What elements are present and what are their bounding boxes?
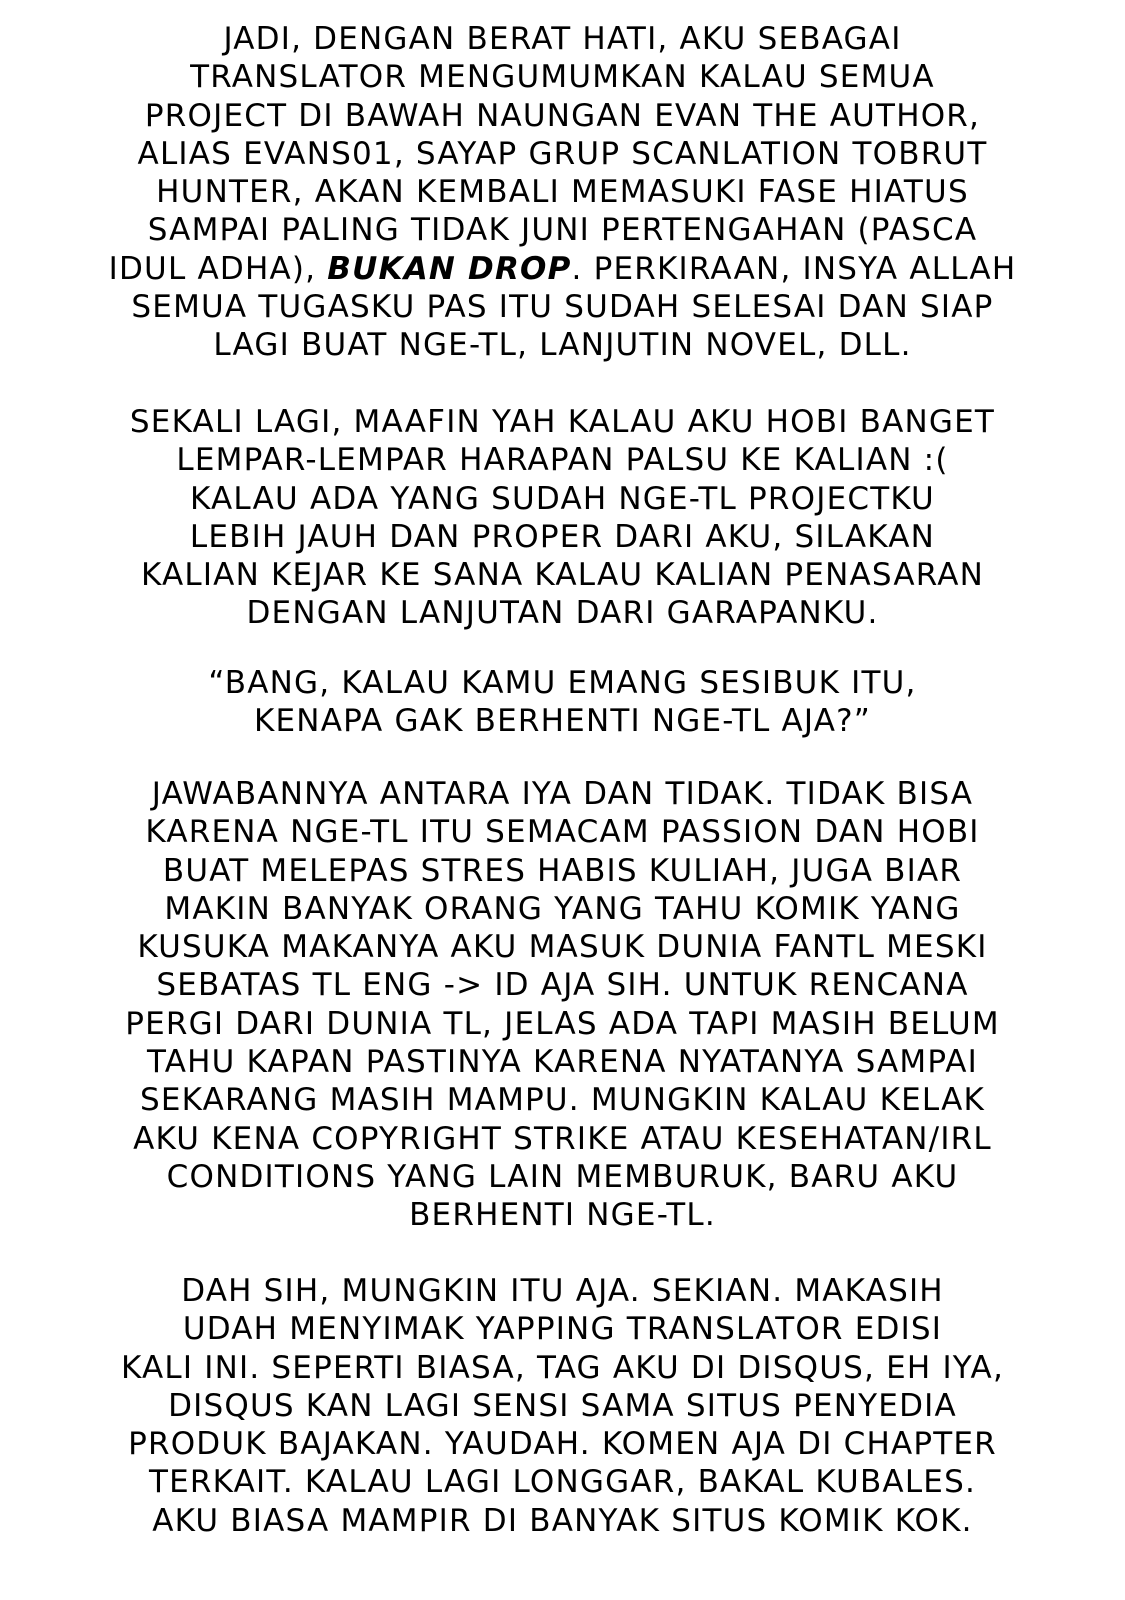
text-line: PROJECT DI BAWAH NAUNGAN EVAN THE AUTHOR,	[144, 97, 981, 134]
text-line: MAKIN BANYAK ORANG YANG TAHU KOMIK YANG	[164, 890, 961, 927]
text-line-with-emphasis	[40, 250, 1085, 288]
paragraph-answer	[40, 775, 1085, 1235]
text-line: DISQUS KAN LAGI SENSI SAMA SITUS PENYEDIA	[168, 1387, 957, 1424]
text-line: AKU BIASA MAMPIR DI BANYAK SITUS KOMIK KOK.	[152, 1502, 973, 1539]
text-line: “BANG, KALAU KAMU EMANG SESIBUK ITU,	[208, 665, 917, 701]
text-line: KALI INI. SEPERTI BIASA, TAG AKU DI DISQUS, EH IYA,	[120, 1349, 1005, 1386]
text-line: SEMUA TUGASKU PAS ITU SUDAH SELESAI DAN SIAP	[131, 289, 994, 326]
text-line: BERHENTI NGE-TL.	[409, 1197, 716, 1234]
text-fragment: IDUL ADHA),	[108, 250, 328, 287]
text-line: TRANSLATOR MENGUMUMKAN KALAU SEMUA	[190, 59, 935, 96]
text-line: KALAU ADA YANG SUDAH NGE-TL PROJECTKU	[190, 480, 935, 517]
text-line: PERGI DARI DUNIA TL, JELAS ADA TAPI MASIH BELUM	[125, 1005, 1000, 1042]
paragraph-apology	[40, 403, 1085, 633]
text-line: HUNTER, AKAN KEMBALI MEMASUKI FASE HIATUS	[156, 174, 969, 211]
text-line: SEKARANG MASIH MAMPU. MUNGKIN KALAU KELAK	[139, 1082, 986, 1119]
text-line: LAGI BUAT NGE-TL, LANJUTIN NOVEL, DLL.	[213, 327, 912, 364]
paragraph-closing	[40, 1272, 1085, 1540]
text-line: TAHU KAPAN PASTINYA KARENA NYATANYA SAMPAI	[146, 1044, 979, 1081]
text-line: SEKALI LAGI, MAAFIN YAH KALAU AKU HOBI BANGET	[129, 404, 996, 440]
text-line: JAWABANNYA ANTARA IYA DAN TIDAK. TIDAK BISA	[151, 776, 974, 812]
text-line: PRODUK BAJAKAN. YAUDAH. KOMEN AJA DI CHAPTER	[128, 1426, 997, 1463]
text-line: UDAH MENYIMAK YAPPING TRANSLATOR EDISI	[182, 1311, 943, 1348]
text-line: CONDITIONS YANG LAIN MEMBURUK, BARU AKU	[166, 1158, 959, 1195]
text-line: AKU KENA COPYRIGHT STRIKE ATAU KESEHATAN/IRL	[133, 1120, 992, 1157]
text-line: DENGAN LANJUTAN DARI GARAPANKU.	[246, 595, 879, 632]
text-line: LEMPAR-LEMPAR HARAPAN PALSU KE KALIAN :(	[176, 442, 949, 479]
text-line: KALIAN KEJAR KE SANA KALAU KALIAN PENASARAN	[140, 557, 985, 594]
text-fragment: . PERKIRAAN, INSYA ALLAH	[571, 250, 1017, 287]
text-line: ALIAS EVANS01, SAYAP GRUP SCANLATION TOBRUT	[137, 135, 988, 172]
text-line: KENAPA GAK BERHENTI NGE-TL AJA?”	[253, 703, 872, 740]
text-line: BUAT MELEPAS STRES HABIS KULIAH, JUGA BIAR	[162, 852, 963, 889]
text-line: DAH SIH, MUNGKIN ITU AJA. SEKIAN. MAKASIH	[181, 1273, 944, 1309]
text-line: TERKAIT. KALAU LAGI LONGGAR, BAKAL KUBALES.	[148, 1464, 977, 1501]
paragraph-reader-question	[40, 664, 1085, 741]
bukan-drop-emphasis: BUKAN DROP	[327, 250, 572, 287]
text-line: SAMPAI PALING TIDAK JUNI PERTENGAHAN (PASCA	[147, 212, 978, 249]
text-line: KARENA NGE-TL ITU SEMACAM PASSION DAN HOBI	[145, 814, 980, 851]
text-line: LEBIH JAUH DAN PROPER DARI AKU, SILAKAN	[189, 518, 936, 555]
text-line: KUSUKA MAKANYA AKU MASUK DUNIA FANTL MESKI	[137, 929, 988, 966]
text-line: JADI, DENGAN BERAT HATI, AKU SEBAGAI	[223, 21, 902, 57]
paragraph-hiatus-announcement	[40, 20, 1085, 365]
text-line: SEBATAS TL ENG -> ID AJA SIH. UNTUK RENCANA	[156, 967, 969, 1004]
